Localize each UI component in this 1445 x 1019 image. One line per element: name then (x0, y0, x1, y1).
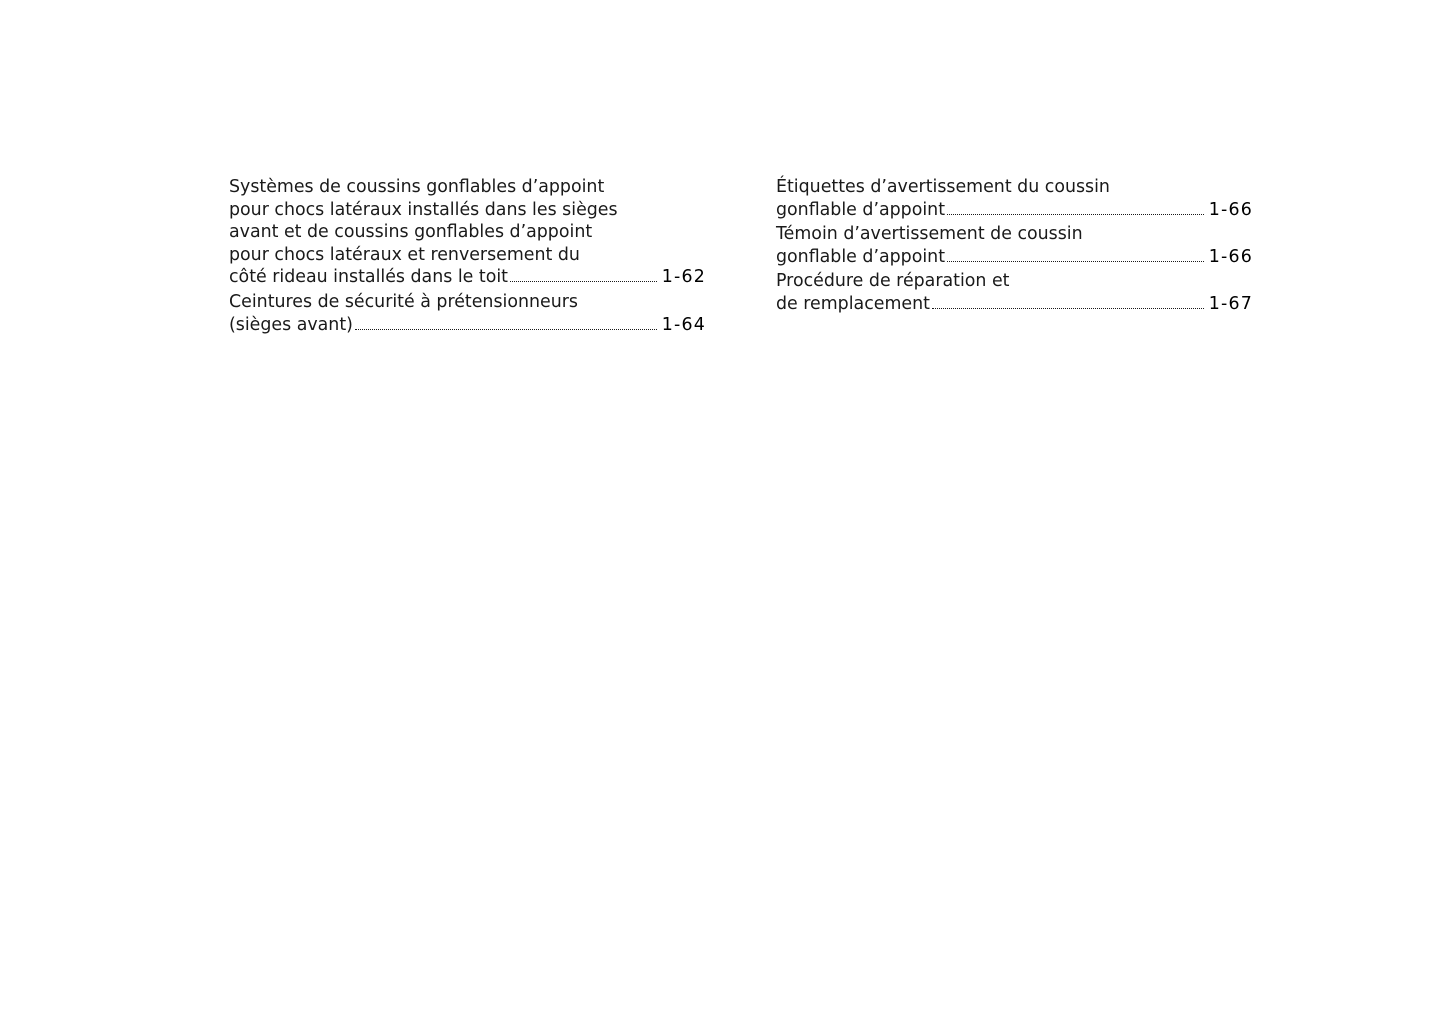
toc-column-right (776, 176, 1253, 338)
toc-entry-line: pour chocs latéraux et renversement du (229, 244, 580, 265)
dot-leader (947, 202, 1204, 214)
toc-page-number: 1-67 (1208, 293, 1253, 314)
toc-entry-last-line (229, 314, 706, 337)
toc-page-number: 1-62 (661, 267, 706, 288)
toc-entry-title-tail: (sièges avant) (229, 314, 353, 335)
toc-entry[interactable] (776, 270, 1253, 315)
toc-page-number: 1-66 (1208, 199, 1253, 220)
toc-entry-last-line (229, 266, 706, 289)
dot-leader (947, 250, 1204, 262)
toc-entry-title-tail: côté rideau installés dans le toit (229, 267, 508, 288)
toc-entry[interactable] (776, 176, 1253, 221)
toc-page-number: 1-66 (1208, 246, 1253, 267)
dot-leader (355, 317, 657, 329)
dot-leader (932, 297, 1204, 309)
toc-entry-last-line (776, 293, 1253, 316)
toc-entry-title-tail: gonflable d’appoint (776, 246, 946, 267)
toc-page-number: 1-64 (661, 314, 706, 335)
table-of-contents (229, 176, 1253, 338)
toc-entry-last-line (776, 199, 1253, 222)
toc-entry-line: Procédure de réparation et (776, 271, 1010, 292)
toc-entry-last-line (776, 246, 1253, 269)
toc-entry-title-tail: de remplacement (776, 293, 930, 314)
toc-entry-line: Témoin d’avertissement de coussin (776, 224, 1083, 245)
toc-entry-line: Ceintures de sécurité à prétensionneurs (229, 291, 578, 312)
toc-entry[interactable] (229, 176, 706, 289)
toc-entry-line: avant et de coussins gonflables d’appoint (229, 222, 593, 243)
dot-leader (510, 270, 657, 282)
toc-entry-line: Systèmes de coussins gonflables d’appoint (229, 177, 605, 197)
toc-entry-title-tail: gonflable d’appoint (776, 199, 946, 220)
toc-entry-line: Étiquettes d’avertissement du coussin (776, 177, 1110, 197)
toc-entry-line: pour chocs latéraux installés dans les sièges (229, 199, 618, 220)
toc-entry[interactable] (229, 291, 706, 336)
toc-column-left (229, 176, 706, 338)
toc-entry[interactable] (776, 223, 1253, 268)
